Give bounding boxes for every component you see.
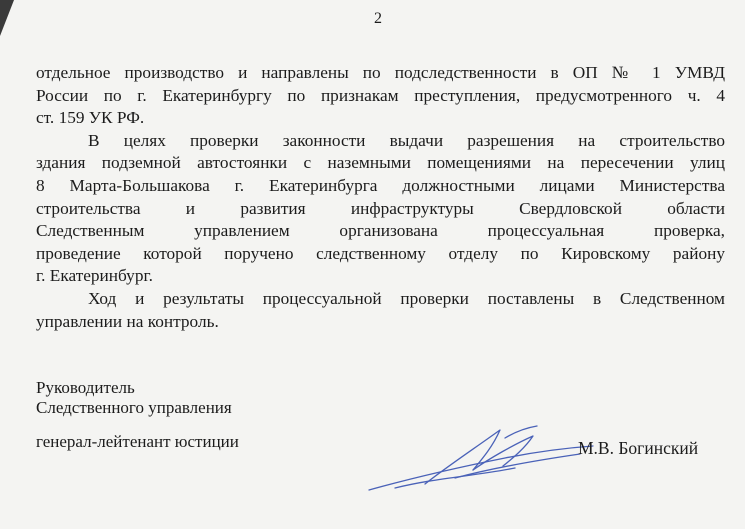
text-line: здания подземной автостоянки с наземными помещениями на пересечении улиц bbox=[36, 153, 725, 173]
signatory-position-line2: Следственного управления bbox=[36, 398, 232, 417]
paragraph-1 bbox=[36, 62, 725, 130]
signatory-rank: генерал-лейтенант юстиции bbox=[36, 432, 239, 451]
handwritten-signature bbox=[365, 418, 600, 498]
signatory-position-line1: Руководитель bbox=[36, 378, 135, 397]
signatory-name: М.В. Богинский bbox=[578, 438, 699, 458]
text-line: В целях проверки законности выдачи разрешения на строительство bbox=[88, 130, 725, 150]
text-line: отдельное производство и направлены по подследственности в ОП № 1 УМВД bbox=[36, 63, 725, 82]
text-line: России по г. Екатеринбургу по признакам преступления, предусмотренного ч. 4 bbox=[36, 85, 725, 105]
page-number: 2 bbox=[374, 10, 382, 27]
text-line: г. Екатеринбург. bbox=[36, 266, 153, 286]
text-line: управлении на контроль. bbox=[36, 311, 219, 331]
document-body bbox=[36, 62, 725, 333]
text-line: проведение которой поручено следственному отделу по Кировскому району bbox=[36, 243, 725, 263]
text-line: Ход и результаты процессуальной проверки поставлены в Следственном bbox=[88, 288, 725, 308]
paragraph-2 bbox=[36, 130, 725, 288]
text-line: 8 Марта-Большакова г. Екатеринбурга должностными лицами Министерства bbox=[36, 175, 725, 195]
text-line: ст. 159 УК РФ. bbox=[36, 108, 145, 128]
paragraph-3 bbox=[36, 288, 725, 333]
page-edge-mark bbox=[0, 0, 20, 40]
text-line: строительства и развития инфраструктуры Свердловской области bbox=[36, 198, 725, 218]
text-line: Следственным управлением организована процессуальная проверка, bbox=[36, 221, 725, 241]
